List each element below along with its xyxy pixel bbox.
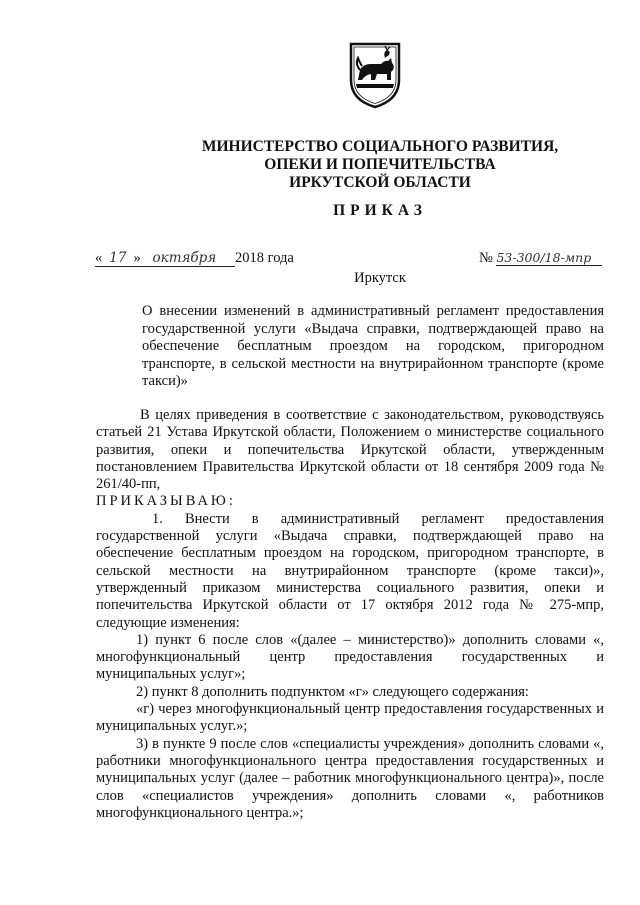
- date-close-quote: »: [133, 250, 141, 266]
- number-handwritten: 53-300/18-мпр: [496, 250, 602, 266]
- document-type-title: ПРИКАЗ: [333, 202, 427, 219]
- order-subject: [142, 303, 604, 391]
- sub-item-2-paragraph: 2) пункт 8 дополнить подпунктом «г» следующего содержания:: [136, 683, 529, 700]
- order-word: ПРИКАЗЫВАЮ:: [96, 493, 236, 510]
- order-number: [479, 250, 602, 267]
- date-year: 2018 года: [235, 250, 294, 266]
- ministry-name: [120, 138, 640, 192]
- date-day-handwritten: 17: [109, 250, 127, 266]
- ministry-line-2: ОПЕКИ И ПОПЕЧИТЕЛЬСТВА: [264, 156, 496, 173]
- order-body: [96, 407, 604, 822]
- date-month-handwritten: октября: [152, 250, 217, 266]
- subject-text: О внесении изменений в административный регламент предоставления государственной услуги «Выдача справки, подтверждающей право на обеспечение бесплатным проездом на городском, пригородном транспорте, в сельской местности на внутрирайонном транспорте (кроме такси)»: [142, 303, 604, 389]
- ministry-line-3: ИРКУТСКОЙ ОБЛАСТИ: [289, 174, 471, 191]
- sub-item-2-quote-paragraph: «г) через многофункциональный центр предоставления государственных и муниципальных услуг.»;: [96, 701, 604, 735]
- ministry-line-1: МИНИСТЕРСТВО СОЦИАЛЬНОГО РАЗВИТИЯ,: [201, 138, 559, 155]
- sub-item-3-paragraph: 3) в пункте 9 после слов «специалисты учреждения» дополнить словами «, работники многофункционального центра предоставления государственных и муниципальных услуг (далее – работник многофункционального центра)», после слов «специалистов учреждения» дополнить словами «, работников многофункционального центра.»;: [96, 735, 604, 821]
- number-sign: №: [479, 250, 493, 266]
- date-open-quote: «: [95, 250, 103, 266]
- sub-item-1-paragraph: 1) пункт 6 после слов «(далее – министерство)» дополнить словами «, многофункциональный центр предоставления государственных и муниципальных услуг»;: [96, 631, 604, 683]
- city: Иркутск: [354, 270, 406, 286]
- coat-of-arms-emblem: [347, 40, 403, 110]
- item-1-paragraph: 1. Внести в административный регламент предоставления государственной услуги «Выдача справки, подтверждающей право на обеспечение бесплатным проездом на городском, пригородном транспорте, в сельской местности на внутрирайонном транспорте (кроме такси)», утвержденный приказом министерства социального развития, опеки и попечительства Иркутской области от 17 октября 2012 года № 275-мпр, следующие изменения:: [96, 510, 604, 631]
- preamble-paragraph: В целях приведения в соответствие с законодательством, руководствуясь статьей 21 Устава Иркутской области, Положением о министерстве социального развития, опеки и попечительства Иркутской области, утвержденным постановлением Правительства Иркутской области от 18 сентября 2009 года № 261/40-пп,: [96, 407, 604, 493]
- order-date: [95, 250, 294, 267]
